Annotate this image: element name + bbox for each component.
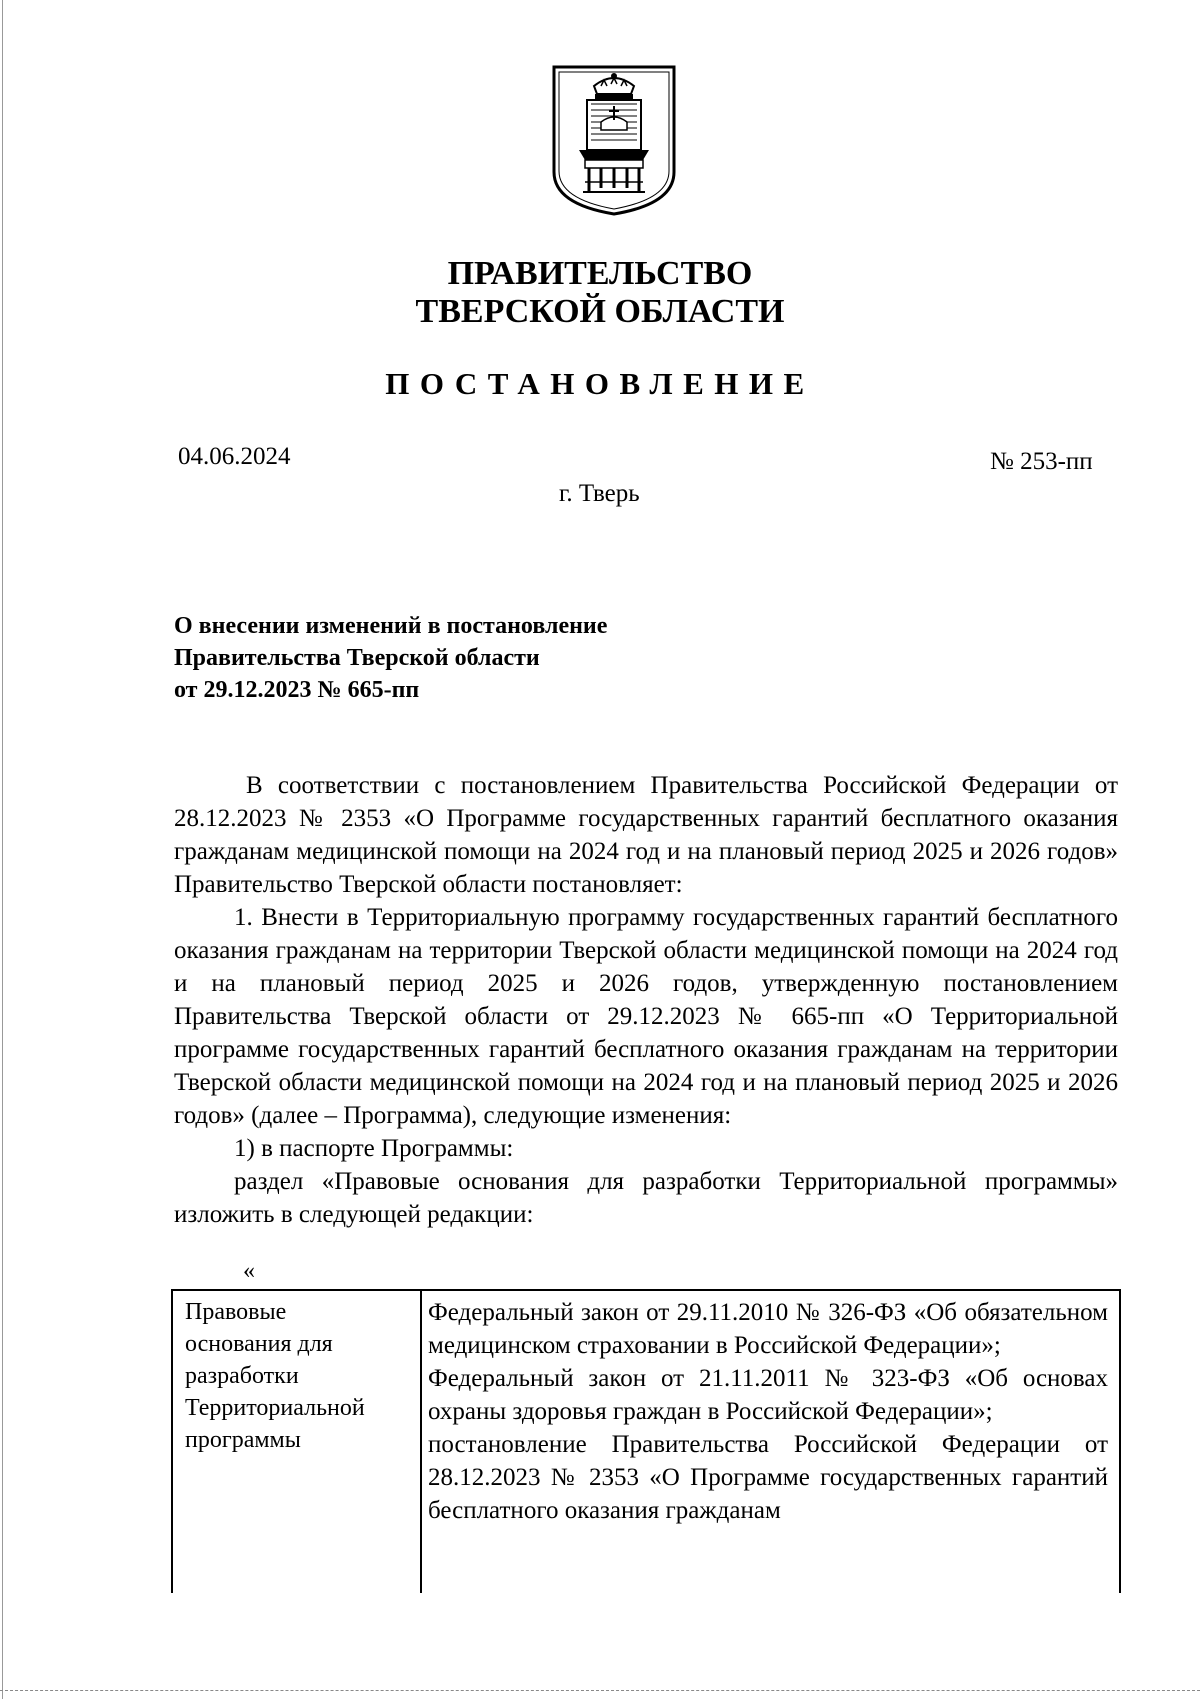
table-left-line: разработки bbox=[185, 1363, 299, 1389]
organization-name-line1: ПРАВИТЕЛЬСТВО bbox=[447, 255, 753, 292]
document-date: 04.06.2024 bbox=[178, 443, 291, 470]
item-1-paragraph: 1. Внести в Территориальную программу государственных гарантий бесплатного оказания гражданам на территории Тверской области медицинской помощи на 2024 год и на плановый период 2025 и 2026 годов, утвержденную постановлением Правительства Тверской области от 29.12.2023 № 665-пп «О Территориальной программе государственных гарантий бесплатного оказания гражданам на территории Тверской области медицинской помощи на 2024 год и на плановый период 2025 и 2026 годов» (далее – Программа), следующие изменения: bbox=[174, 904, 1118, 1129]
document-city: г. Тверь bbox=[559, 480, 640, 507]
scan-bottom-edge bbox=[0, 1690, 1200, 1692]
coat-of-arms-icon bbox=[551, 64, 677, 216]
document-number: № 253-пп bbox=[990, 448, 1093, 475]
organization-name-line2: ТВЕРСКОЙ ОБЛАСТИ bbox=[415, 293, 785, 330]
table-left-line: Территориальной bbox=[185, 1395, 365, 1421]
table-left-line: основания для bbox=[185, 1331, 333, 1357]
table-column-divider bbox=[420, 1289, 422, 1593]
table-left-cell bbox=[185, 1296, 405, 1456]
table-left-line: программы bbox=[185, 1427, 301, 1453]
subject-line: от 29.12.2023 № 665-пп bbox=[174, 677, 420, 703]
document-type: ПОСТАНОВЛЕНИЕ bbox=[385, 366, 815, 401]
table-entry: Федеральный закон от 29.11.2010 № 326-ФЗ «Об обязательном медицинском страховании в Российской Федерации»; bbox=[428, 1299, 1108, 1359]
table-entry: Федеральный закон от 21.11.2011 № 323-ФЗ «Об основах охраны здоровья граждан в Российской Федерации»; bbox=[428, 1365, 1108, 1425]
section-paragraph: раздел «Правовые основания для разработки Территориальной программы» изложить в следующей редакции: bbox=[174, 1168, 1118, 1228]
document-body bbox=[174, 769, 1118, 1231]
table-entry: постановление Правительства Российской Федерации от 28.12.2023 № 2353 «О Программе государственных гарантий бесплатного оказания гражданам bbox=[428, 1431, 1108, 1524]
table-left-line: Правовые bbox=[185, 1299, 287, 1325]
subject-line: О внесении изменений в постановление bbox=[174, 613, 608, 639]
table-right-cell bbox=[428, 1296, 1108, 1527]
subitem-1-paragraph: 1) в паспорте Программы: bbox=[234, 1135, 514, 1162]
document-subject bbox=[174, 610, 607, 706]
quote-open-mark: « bbox=[243, 1258, 255, 1284]
preamble-paragraph: В соответствии с постановлением Правительства Российской Федерации от 28.12.2023 № 2353 «О Программе государственных гарантий бесплатного оказания гражданам медицинской помощи на 2024 год и на плановый период 2025 и 2026 годов» Правительство Тверской области постановляет: bbox=[174, 772, 1118, 898]
subject-line: Правительства Тверской области bbox=[174, 645, 540, 671]
